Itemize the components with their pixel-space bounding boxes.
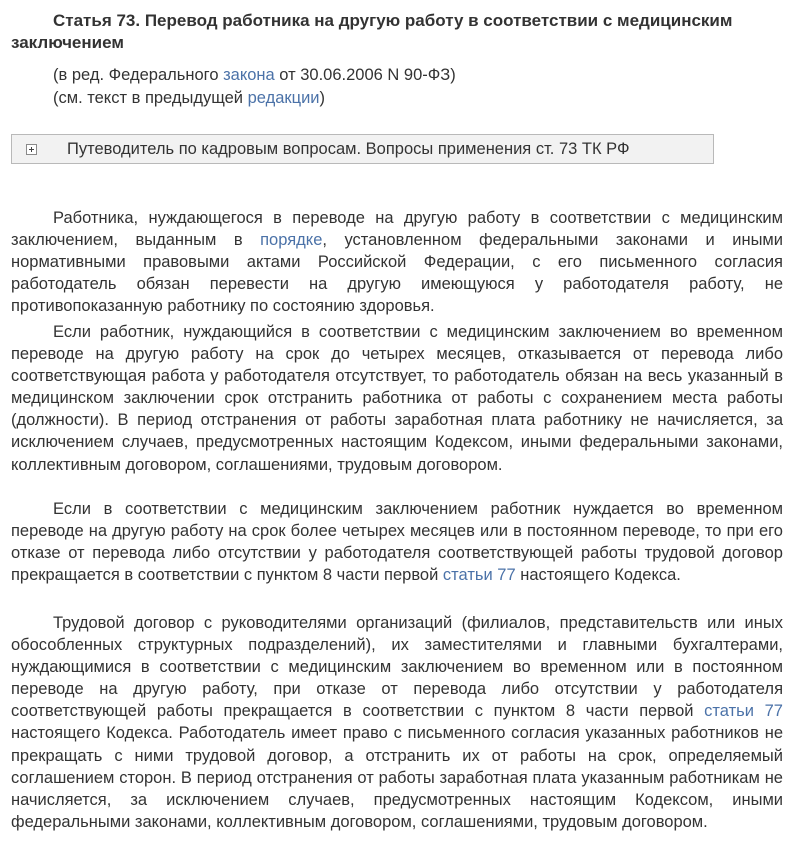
article-title-line1: Статья 73. Перевод работника на другую работу в соответствии с медицинским bbox=[53, 11, 733, 30]
article-title bbox=[11, 10, 791, 54]
guide-panel[interactable] bbox=[11, 134, 714, 164]
paragraph-1-tail: , установленном федеральными законами и иными нормативными правовыми актами Российской Федерации, с его письменного согласия работодатель обязан перевести на другую имеющуюся у работодателя работу, не противопоказанную работнику по состоянию здоровья. bbox=[11, 231, 783, 316]
paragraph-4-tail: настоящего Кодекса. Работодатель имеет право с письменного согласия указанных работников не прекращать с ними трудовой договор, а отстранить их от работы на срок, определяемый соглашением сторон. В период отстранения от работы заработная плата указанным работникам не начисляется, за исключением случаев, предусмотренных настоящим Кодексом, иными федеральными законами, коллективным договором, соглашениями, трудовым договором. bbox=[11, 724, 783, 831]
edition-line-2 bbox=[53, 87, 456, 110]
plus-icon[interactable] bbox=[26, 144, 37, 155]
procedure-link[interactable]: порядке bbox=[260, 231, 323, 250]
paragraph-1 bbox=[11, 207, 783, 317]
edition-line1-tail: от 30.06.2006 N 90-ФЗ) bbox=[274, 66, 456, 84]
article-77-link[interactable]: статьи 77 bbox=[442, 566, 516, 585]
law-link[interactable]: закона bbox=[223, 66, 275, 84]
paragraph-4-text: Трудовой договор с руководителями организаций (филиалов, представительств или иных обособленных структурных подразделений), их заместителями и главными бухгалтерами, нуждающимися в соответствии с медицинским заключением во временном или в постоянном переводе на другую работу, при отказе от перевода либо отсутствии у работодателя соответствующей работы прекращается в соответствии с пунктом 8 части первой bbox=[11, 614, 783, 721]
paragraph-3 bbox=[11, 498, 783, 586]
paragraph-1-text: Работника, нуждающегося в переводе на другую работу в соответствии с медицинским заключением, выданным в bbox=[11, 209, 783, 250]
article-77-link-2[interactable]: статьи 77 bbox=[704, 702, 783, 721]
paragraph-4 bbox=[11, 612, 783, 833]
edition-note bbox=[53, 64, 456, 110]
edition-line2-tail: ) bbox=[319, 89, 326, 107]
edition-line1-text: (в ред. Федерального bbox=[53, 66, 224, 84]
article-title-line2: заключением bbox=[11, 33, 124, 52]
paragraph-3-tail: настоящего Кодекса. bbox=[515, 566, 681, 585]
guide-label[interactable]: Путеводитель по кадровым вопросам. Вопросы применения ст. 73 ТК РФ bbox=[67, 139, 630, 158]
edition-line-1 bbox=[53, 64, 456, 87]
previous-edition-link[interactable]: редакции bbox=[247, 89, 320, 107]
paragraph-3-text: Если в соответствии с медицинским заключением работник нуждается во временном переводе на другую работу на срок более четырех месяцев или в постоянном переводе, то при его отказе от перевода либо отсутствии у работодателя соответствующей работы трудовой договор прекращается в соответствии с пунктом 8 части первой bbox=[11, 500, 783, 585]
paragraph-2: Если работник, нуждающийся в соответствии с медицинским заключением во временном переводе на другую работу на срок до четырех месяцев, отказывается от перевода либо соответствующая работа у работодателя отсутствует, то работодатель обязан на весь указанный в медицинском заключении срок отстранить работника от работы с сохранением места работы (должности). В период отстранения от работы заработная плата работнику не начисляется, за исключением случаев, предусмотренных настоящим Кодексом, иными федеральными законами, коллективным договором, соглашениями, трудовым договором. bbox=[11, 323, 783, 474]
edition-line2-text: (см. текст в предыдущей bbox=[53, 89, 248, 107]
